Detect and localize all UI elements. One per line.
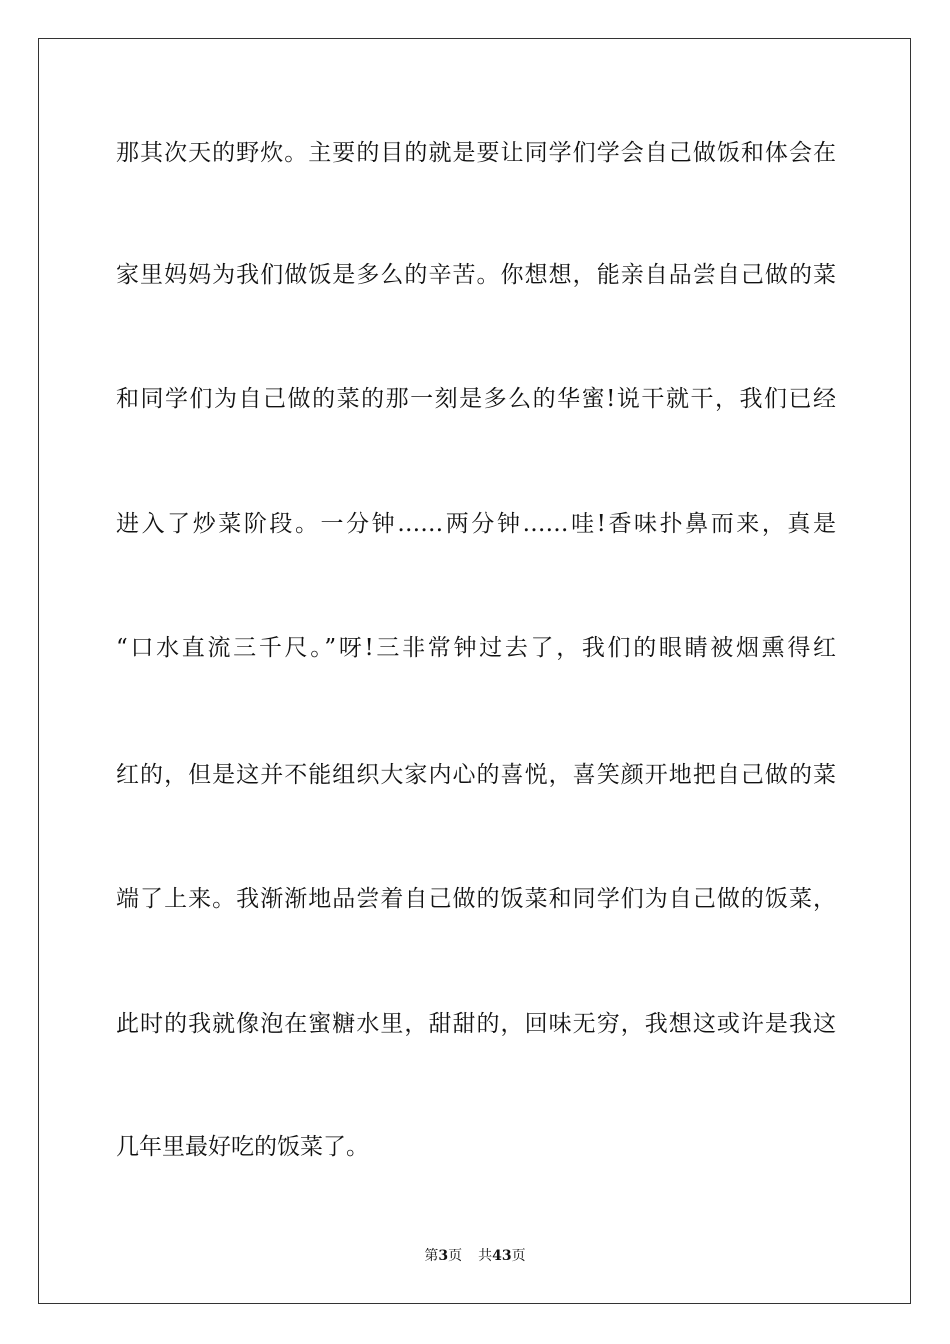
text-line-3: 和同学们为自己做的菜的那一刻是多么的华蜜!说干就干，我们已经 — [116, 386, 836, 412]
page-suffix: 页 — [448, 1248, 463, 1264]
text-line-8: 此时的我就像泡在蜜糖水里，甜甜的，回味无穷，我想这或许是我这 — [116, 1011, 836, 1037]
page-prefix: 第 — [424, 1248, 439, 1264]
total-prefix: 共 — [478, 1248, 493, 1264]
page-number: 3 — [438, 1248, 449, 1264]
text-line-4: 进入了炒菜阶段。一分钟……两分钟……哇!香味扑鼻而来，真是 — [116, 511, 836, 537]
total-pages: 43 — [492, 1248, 512, 1264]
text-line-9: 几年里最好吃的饭菜了。 — [116, 1134, 369, 1160]
text-line-2: 家里妈妈为我们做饭是多么的辛苦。你想想，能亲自品尝自己做的菜 — [116, 262, 836, 288]
page-border — [38, 38, 911, 1304]
text-line-7: 端了上来。我渐渐地品尝着自己做的饭菜和同学们为自己做的饭菜， — [116, 886, 836, 912]
text-line-1: 那其次天的野炊。主要的目的就是要让同学们学会自己做饭和体会在 — [116, 140, 836, 166]
page-footer — [0, 1246, 950, 1266]
text-line-6: 红的，但是这并不能组织大家内心的喜悦，喜笑颜开地把自己做的菜 — [116, 762, 836, 788]
total-suffix: 页 — [511, 1248, 526, 1264]
text-line-5: “口水直流三千尺。”呀!三非常钟过去了，我们的眼睛被烟熏得红 — [116, 635, 836, 661]
